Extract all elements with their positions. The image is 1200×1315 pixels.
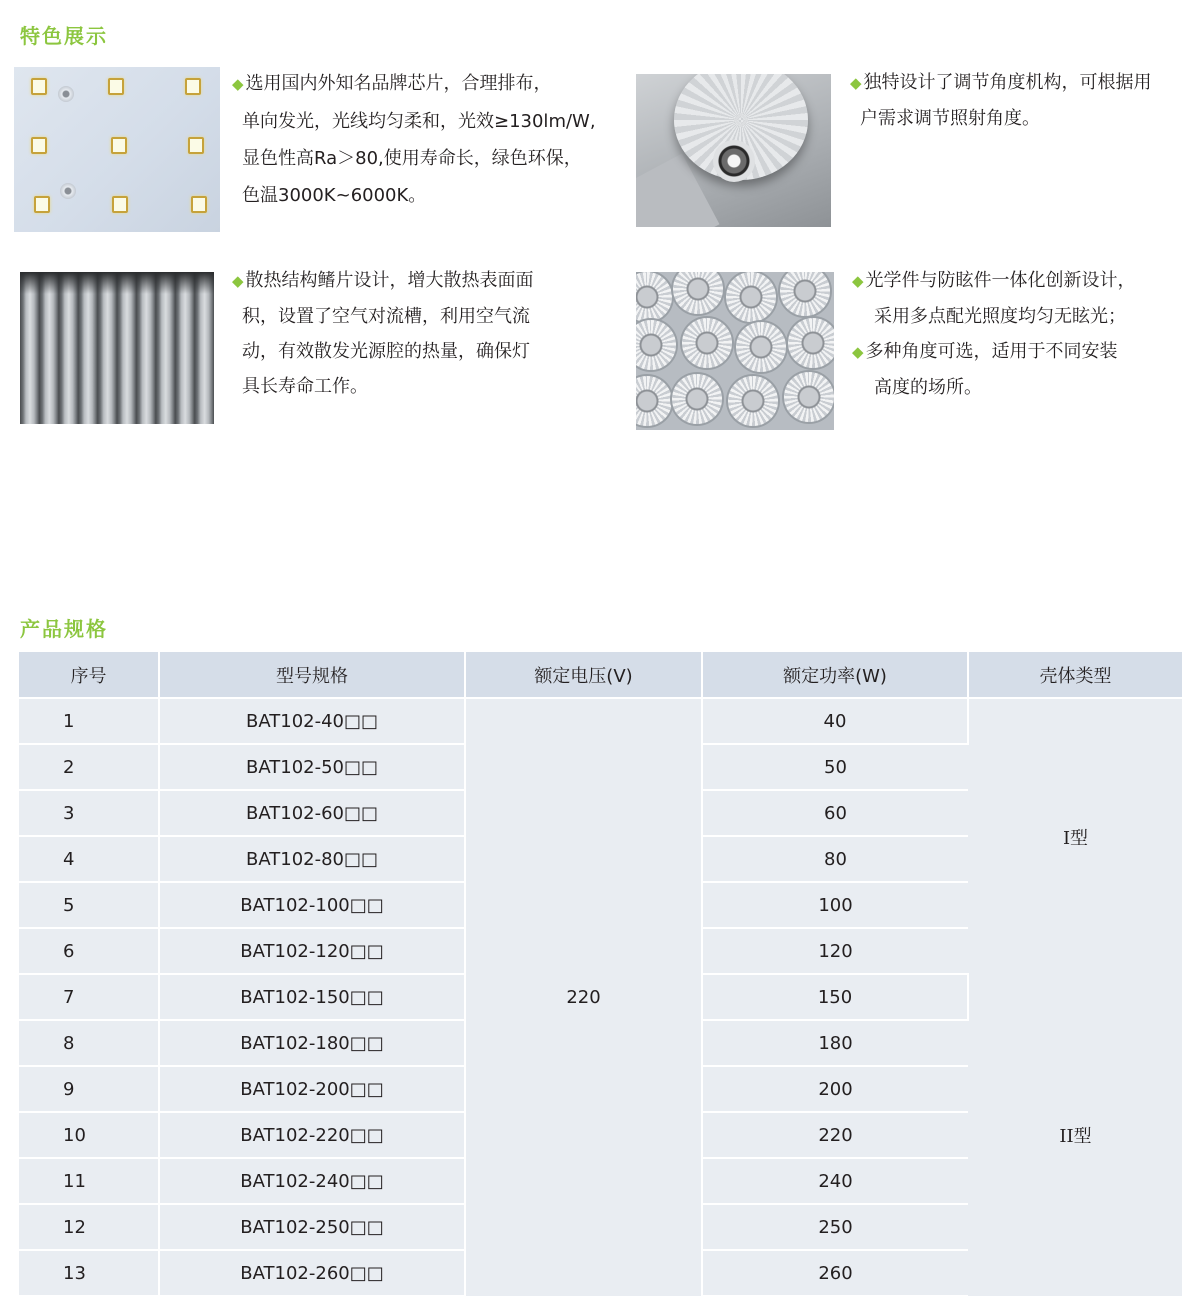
cell-model: BAT102-200□□	[159, 1066, 465, 1112]
cell-seq: 6	[19, 928, 159, 974]
features-section-title: 特色展示	[20, 24, 108, 48]
cell-model: BAT102-120□□	[159, 928, 465, 974]
cell-model: BAT102-260□□	[159, 1250, 465, 1296]
cell-power: 180	[702, 1020, 968, 1066]
cell-model: BAT102-80□□	[159, 836, 465, 882]
cell-power: 50	[702, 744, 968, 790]
cell-model: BAT102-40□□	[159, 698, 465, 744]
cell-seq: 1	[19, 698, 159, 744]
specs-section-title: 产品规格	[20, 617, 108, 641]
feature-optics-text: ◆ 光学件与防眩件一体化创新设计， 采用多点配光照度均匀无眩光； ◆ 多种角度可选，适用于不同安装 高度的场所。	[852, 270, 1136, 398]
cell-model: BAT102-180□□	[159, 1020, 465, 1066]
cell-shell-type-2: II型	[968, 974, 1182, 1296]
spec-table	[19, 652, 1182, 1297]
col-header-power: 额定功率(W)	[702, 652, 968, 698]
cell-power: 240	[702, 1158, 968, 1204]
spec-table-header-row	[19, 652, 1182, 698]
cell-power: 60	[702, 790, 968, 836]
cell-power: 260	[702, 1250, 968, 1296]
cell-seq: 8	[19, 1020, 159, 1066]
heat-sink-fins-image	[20, 272, 214, 424]
cell-power: 80	[702, 836, 968, 882]
angle-adjust-knob-image	[636, 74, 831, 227]
bullet-diamond-icon: ◆	[850, 74, 862, 92]
cell-model: BAT102-50□□	[159, 744, 465, 790]
cell-model: BAT102-240□□	[159, 1158, 465, 1204]
cell-voltage: 220	[465, 698, 702, 1296]
cell-model: BAT102-100□□	[159, 882, 465, 928]
led-board-image	[14, 67, 220, 232]
cell-power: 220	[702, 1112, 968, 1158]
cell-seq: 3	[19, 790, 159, 836]
cell-model: BAT102-150□□	[159, 974, 465, 1020]
cell-power: 100	[702, 882, 968, 928]
col-header-voltage: 额定电压(V)	[465, 652, 702, 698]
feature-chips-text: ◆ 选用国内外知名品牌芯片，合理排布， 单向发光，光线均匀柔和，光效≥130lm/W, 显色性高Ra＞80,使用寿命长，绿色环保， 色温3000K~6000K。	[232, 73, 596, 206]
feature-angle-text: ◆ 独特设计了调节角度机构，可根据用 户需求调节照射角度。	[850, 72, 1152, 129]
cell-power: 150	[702, 974, 968, 1020]
col-header-shell: 壳体类型	[968, 652, 1182, 698]
cell-shell-type-1: I型	[968, 698, 1182, 974]
cell-power: 40	[702, 698, 968, 744]
cell-seq: 5	[19, 882, 159, 928]
cell-model: BAT102-220□□	[159, 1112, 465, 1158]
cell-seq: 7	[19, 974, 159, 1020]
cell-seq: 4	[19, 836, 159, 882]
optical-lens-array-image	[636, 272, 834, 430]
feature-heat-text: ◆ 散热结构鳍片设计，增大散热表面面 积，设置了空气对流槽，利用空气流 动，有效散发光源腔的热量，确保灯 具长寿命工作。	[232, 270, 534, 397]
bullet-diamond-icon: ◆	[852, 343, 864, 361]
cell-model: BAT102-60□□	[159, 790, 465, 836]
cell-power: 200	[702, 1066, 968, 1112]
cell-seq: 13	[19, 1250, 159, 1296]
cell-seq: 11	[19, 1158, 159, 1204]
bullet-diamond-icon: ◆	[232, 75, 244, 93]
cell-power: 250	[702, 1204, 968, 1250]
bullet-diamond-icon: ◆	[852, 272, 864, 290]
col-header-seq: 序号	[19, 652, 159, 698]
cell-model: BAT102-250□□	[159, 1204, 465, 1250]
col-header-model: 型号规格	[159, 652, 465, 698]
cell-seq: 10	[19, 1112, 159, 1158]
cell-power: 120	[702, 928, 968, 974]
cell-seq: 2	[19, 744, 159, 790]
table-row	[19, 698, 1182, 744]
bullet-diamond-icon: ◆	[232, 272, 244, 290]
cell-seq: 12	[19, 1204, 159, 1250]
cell-seq: 9	[19, 1066, 159, 1112]
